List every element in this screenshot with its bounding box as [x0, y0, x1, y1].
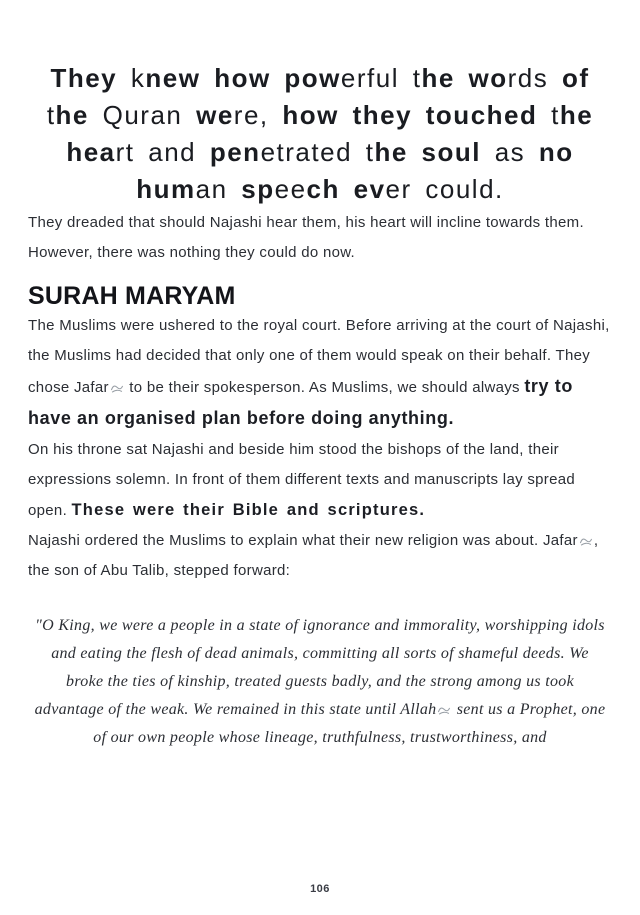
page-footer — [0, 879, 640, 897]
paragraph-dreaded: They dreaded that should Najashi hear them, his heart will incline towards them. However, there was nothing they could do now. — [28, 214, 584, 261]
paragraph-najashi-ordered: Najashi ordered the Muslims to explain what their new religion was about. Jafar , the son of Abu Talib, stepped forward: — [28, 532, 599, 579]
ra-honorific-icon — [110, 382, 124, 394]
page-title: They knew how powerful the words of the Quran were, how they touched the heart and penetrated the soul as no human speech ever could. — [46, 63, 594, 204]
swt-honorific-icon — [437, 704, 451, 716]
paragraph-royal-court: The Muslims were ushered to the royal court. Before arriving at the court of Najashi, the Muslims had decided that only one of them would speak on their behalf. They chose Jafar to be their spokesperson. As Muslims, we should always try to have an organised plan before doing anything. — [28, 317, 610, 428]
ra-honorific-icon — [579, 535, 593, 547]
jafar-speech-quote: "O King, we were a people in a state of ignorance and immorality, worshipping idols and eating the flesh of dead animals, committing all sorts of shameful deeds. We broke the ties of kinship, treated guests badly, and the strong among us took advantage of the weak. We remained in this state until Allah sent us a Prophet, one of our own people whose lineage, truthfulness, trustworthiness, and — [34, 617, 606, 746]
section-title-surah-maryam: SURAH MARYAM — [28, 282, 236, 310]
paragraph-throne-bishops: On his throne sat Najashi and beside him stood the bishops of the land, their expressions solemn. In front of them different texts and manuscripts lay spread open. These were their Bible and scriptures. — [28, 441, 576, 519]
page-number: 106 — [310, 883, 330, 895]
